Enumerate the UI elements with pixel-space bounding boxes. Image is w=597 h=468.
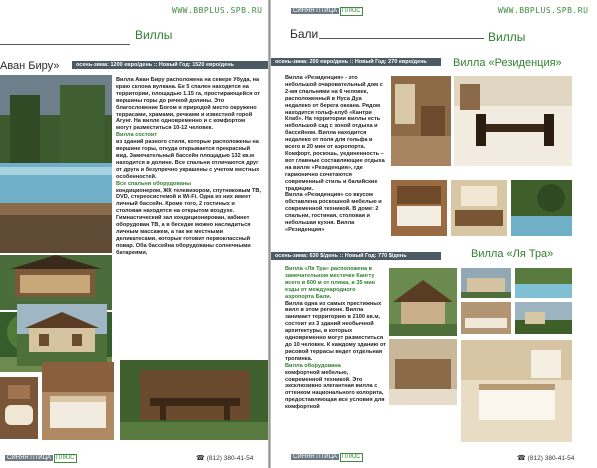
residence-para-1: Вилла «Резиденция» - это небольшой очаровательный дом с 2-мя спальнями на 6 человек, расположенный в Нуса Дуа недалеко от берега океана. Рядом находится гольф-клуб «Кантри Клаб». На территории виллы есть небольшой сад с зоной отдыха и бассейном. Вилла находится недалеко от поля для гольфа и всего в 20 мин от аэропорта. Комфорт, роскошь, уединенность – вот главные составляющие отдыха на вилле «Резиденция», где гармонично сочетаются современный стиль и балийские традиции.	[285, 75, 385, 192]
villa-heading-residence: Вилла «Резиденция»	[453, 57, 562, 69]
villa-description	[116, 77, 262, 362]
villa-heading-latra: Вилла «Ля Тра»	[471, 248, 554, 260]
brand-name: СИНЯЯ ПТИЦА	[7, 455, 52, 461]
brand-plus: ПЛЮС	[56, 455, 75, 461]
price-bar-residence: осень-зима: 200 евро/день :: Новый Год: 270 евро/день	[271, 58, 441, 66]
latra-description	[285, 266, 386, 456]
latra-para-3: Вилла оборудована	[285, 362, 341, 369]
latra-para-2: Вилла одна из самых престижных вилл в этом регионе. Вилла занимает территорию в 2100 кв.м, состоит из 3 зданий необычной архитектуры, в которых одновременно могут разместиться до 10 человек. К каждому зданию от рисовой террасы ведет отдельная тропинка.	[285, 300, 386, 362]
right-page	[271, 0, 597, 468]
villa-heading	[0, 57, 72, 75]
latra-bedroom-photo	[461, 340, 572, 442]
pavilion-photo	[0, 255, 112, 310]
price-bar-latra: осень-зима: 630 $/день :: Новый Год: 770 $/день	[271, 252, 441, 260]
phone-number: (812) 380-41-54	[206, 455, 254, 462]
region-title: Бали	[290, 27, 319, 41]
footer-phone	[196, 454, 253, 462]
phone-number: (812) 380-41-54	[527, 455, 575, 462]
residence-interior-photo	[391, 76, 451, 166]
brand-name: СИНЯЯ ПТИЦА	[293, 454, 338, 460]
brand-plus: ПЛЮС	[342, 454, 361, 460]
bath-photo	[0, 377, 38, 439]
desc-para-4: Все спальни оборудованы	[116, 180, 191, 187]
brand-name: СИНЯЯ ПТИЦА	[293, 8, 338, 14]
brand-badge	[3, 454, 79, 463]
residence-living-photo	[451, 180, 507, 236]
residence-garden-photo	[511, 180, 572, 236]
residence-dining-photo	[454, 76, 572, 166]
brand-plus: ПЛЮС	[342, 8, 361, 14]
latra-pavilion-photo	[389, 268, 457, 336]
desc-para-5: кондиционером, ЖК телевизором, спутниковым ТВ, DVD, стереосистемой и Wi-Fi. Одна из них имеет личный бассейн. Кроме того, 2 гостиных и столовая находятся на открытом воздухе. Гимнастический зал кондиционирован, кабинет оборудован ТВ, а в беседке можно насладиться личным массажем, а так же местными деликатесами, которые готовит первоклассный повар. Оба бассейна оборудованы солнечными батареями,	[116, 187, 261, 256]
latra-para-1: Вилла «Ля Тра» расположена в замечательном местечке Кангту всего в 600 м от пляжа, в 35 мин езды от международного аэропорта Бали.	[285, 266, 376, 300]
desc-para-1: Вилла Аван Биру расположена на севере Убуда, на краю склона вулкана. Ее 5 спален находятся на территории, площадью 1.15 га, простирающейся от вершины горы до речной долины. Это благословение Богом и природой место окружено террасами, храмами, речками и известной горой Агунг. На вилле одновременно и с комфортом могут разместиться 10-12 человек.	[116, 77, 261, 132]
residence-para-2: Вилла «Резиденция» со вкусом обставлена роскошной мебелью и современной техникой. В доме: 2 спальни, гостиная, столовая и небольшая кухня. Вилла «Резиденция»	[285, 192, 382, 233]
bedroom-photo	[42, 362, 114, 440]
site-url[interactable]: WWW.BBPLUS.SPB.RU	[498, 6, 589, 15]
latra-view-photo	[515, 302, 572, 334]
section-title: Виллы	[488, 30, 526, 44]
house-photo	[17, 304, 107, 366]
villa-heading-text: Аван Биру»	[0, 60, 60, 72]
latra-para-4: комфортной мебелью, современной техникой. Это эксклюзивно элегантная вилла с оттенком национального колорита, предоставляющая все условия для комфортной	[285, 369, 385, 411]
brand-badge	[289, 7, 365, 16]
phone-icon: ☎	[517, 455, 526, 462]
villa-pool-photo	[0, 75, 112, 253]
title-rule	[319, 38, 484, 39]
latra-terrace-photo	[389, 339, 457, 405]
phone-icon: ☎	[196, 455, 205, 462]
left-page	[0, 0, 268, 468]
footer-phone	[517, 454, 574, 462]
site-url[interactable]: WWW.BBPLUS.SPB.RU	[172, 6, 263, 15]
section-title: Виллы	[135, 28, 173, 42]
desc-para-2: Вилла состоит	[116, 132, 158, 139]
dining-photo	[120, 360, 268, 440]
latra-lounge-photo	[461, 302, 511, 334]
latra-pool-photo	[515, 268, 572, 298]
brand-badge	[289, 453, 365, 462]
latra-exterior-photo	[461, 268, 511, 298]
price-bar: осень-зима: 1200 евро/день :: Новый Год: 1520 евро/день	[72, 61, 268, 69]
residence-bedroom-photo	[391, 180, 447, 236]
desc-para-3: из зданий разного стиля, которые расположены на вершине горы, откуда открывается прекрасный вид. Замечательный бассейн площадью 132 кв.м находится в долине. Все спальни отличаются друг от друга и безупречно украшены с учетом местных особенностей.	[116, 139, 260, 180]
title-rule	[0, 44, 130, 45]
residence-description	[285, 75, 388, 250]
